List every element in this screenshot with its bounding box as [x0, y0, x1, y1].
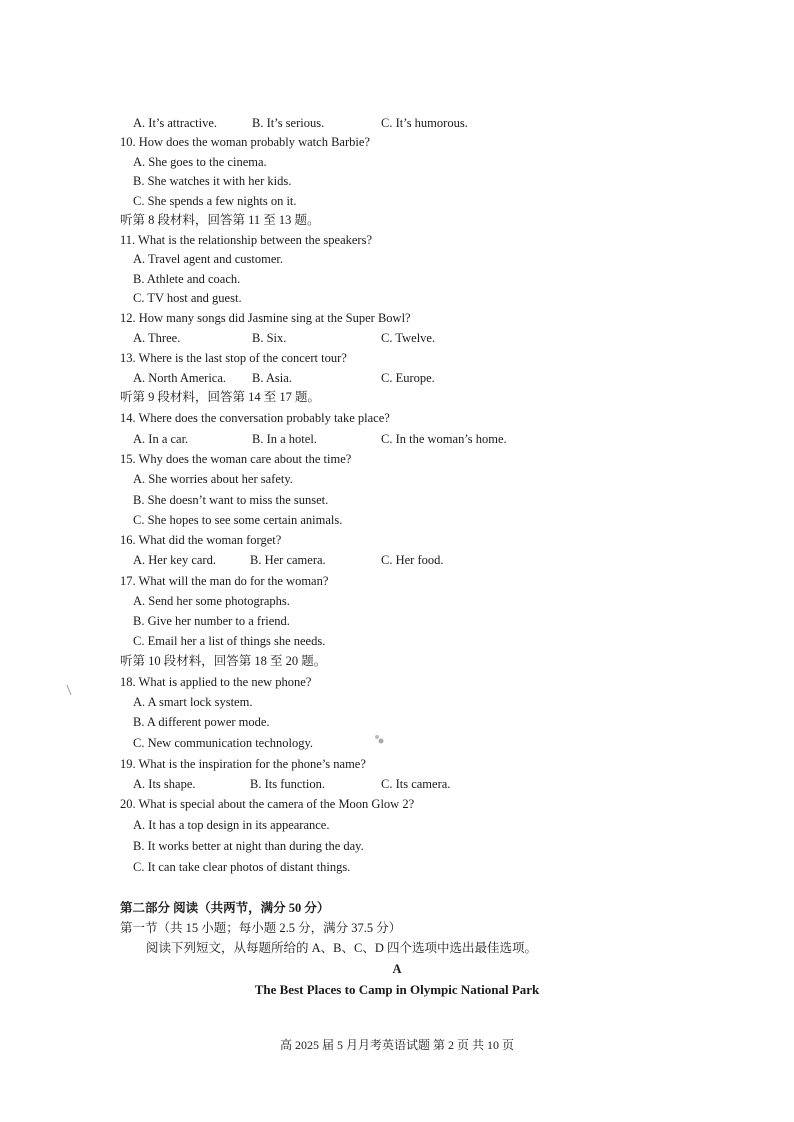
- q16-option-b: B. Her camera.: [250, 553, 326, 567]
- q9-option-a: A. It’s attractive.: [133, 116, 217, 130]
- q9-option-b: B. It’s serious.: [252, 116, 325, 130]
- section-9-heading: 听第 9 段材料，回答第 14 至 17 题。: [120, 390, 321, 404]
- q13-option-a: A. North America.: [133, 371, 227, 385]
- q14-option-c: C. In the woman’s home.: [381, 432, 507, 446]
- q20-option-a: A. It has a top design in its appearance.: [133, 818, 330, 832]
- q10-option-a: A. She goes to the cinema.: [133, 155, 267, 169]
- question-11: 11. What is the relationship between the speakers?: [120, 233, 373, 247]
- q15-option-b: B. She doesn’t want to miss the sunset.: [133, 493, 329, 507]
- q20-option-b: B. It works better at night than during the day.: [133, 839, 364, 853]
- question-20: 20. What is special about the camera of the Moon Glow 2?: [120, 797, 415, 811]
- question-12: 12. How many songs did Jasmine sing at the Super Bowl?: [120, 311, 411, 325]
- scan-smudge: [372, 733, 386, 745]
- q18-option-a: A. A smart lock system.: [133, 695, 253, 709]
- q11-option-b: B. Athlete and coach.: [133, 272, 241, 286]
- part-2-heading: 第二部分 阅读（共两节，满分 50 分）: [120, 901, 330, 915]
- q13-option-c: C. Europe.: [381, 371, 435, 385]
- q19-option-c: C. Its camera.: [381, 777, 451, 791]
- question-13: 13. Where is the last stop of the concert tour?: [120, 351, 347, 365]
- q12-option-a: A. Three.: [133, 331, 181, 345]
- q10-option-b: B. She watches it with her kids.: [133, 174, 292, 188]
- section-1-heading: 第一节（共 15 小题；每小题 2.5 分，满分 37.5 分）: [120, 921, 402, 935]
- question-19: 19. What is the inspiration for the phone’s name?: [120, 757, 366, 771]
- question-10: 10. How does the woman probably watch Barbie?: [120, 135, 370, 149]
- q12-option-b: B. Six.: [252, 331, 287, 345]
- q15-option-c: C. She hopes to see some certain animals.: [133, 513, 343, 527]
- question-17: 17. What will the man do for the woman?: [120, 574, 329, 588]
- q10-option-c: C. She spends a few nights on it.: [133, 194, 297, 208]
- q19-option-a: A. Its shape.: [133, 777, 196, 791]
- question-14: 14. Where does the conversation probably take place?: [120, 411, 390, 425]
- q11-option-c: C. TV host and guest.: [133, 291, 242, 305]
- q19-option-b: B. Its function.: [250, 777, 325, 791]
- reading-instruction: 阅读下列短文，从每题所给的 A、B、C、D 四个选项中选出最佳选项。: [146, 941, 537, 955]
- scan-mark: [66, 684, 72, 696]
- section-8-heading: 听第 8 段材料，回答第 11 至 13 题。: [120, 213, 320, 227]
- q14-option-a: A. In a car.: [133, 432, 189, 446]
- q14-option-b: B. In a hotel.: [252, 432, 317, 446]
- q17-option-a: A. Send her some photographs.: [133, 594, 290, 608]
- q16-option-a: A. Her key card.: [133, 553, 216, 567]
- q9-option-c: C. It’s humorous.: [381, 116, 468, 130]
- question-16: 16. What did the woman forget?: [120, 533, 282, 547]
- question-15: 15. Why does the woman care about the time?: [120, 452, 352, 466]
- q17-option-c: C. Email her a list of things she needs.: [133, 634, 326, 648]
- q12-option-c: C. Twelve.: [381, 331, 436, 345]
- q13-option-b: B. Asia.: [252, 371, 292, 385]
- q18-option-c: C. New communication technology.: [133, 736, 314, 750]
- passage-letter: A: [392, 962, 402, 976]
- q16-option-c: C. Her food.: [381, 553, 444, 567]
- q11-option-a: A. Travel agent and customer.: [133, 252, 283, 266]
- q18-option-b: B. A different power mode.: [133, 715, 270, 729]
- q20-option-c: C. It can take clear photos of distant things.: [133, 860, 351, 874]
- page-footer: 高 2025 届 5 月月考英语试题 第 2 页 共 10 页: [279, 1038, 514, 1052]
- question-18: 18. What is applied to the new phone?: [120, 675, 312, 689]
- q15-option-a: A. She worries about her safety.: [133, 472, 293, 486]
- section-10-heading: 听第 10 段材料，回答第 18 至 20 题。: [120, 654, 327, 668]
- passage-title: The Best Places to Camp in Olympic National Park: [254, 982, 540, 997]
- q17-option-b: B. Give her number to a friend.: [133, 614, 290, 628]
